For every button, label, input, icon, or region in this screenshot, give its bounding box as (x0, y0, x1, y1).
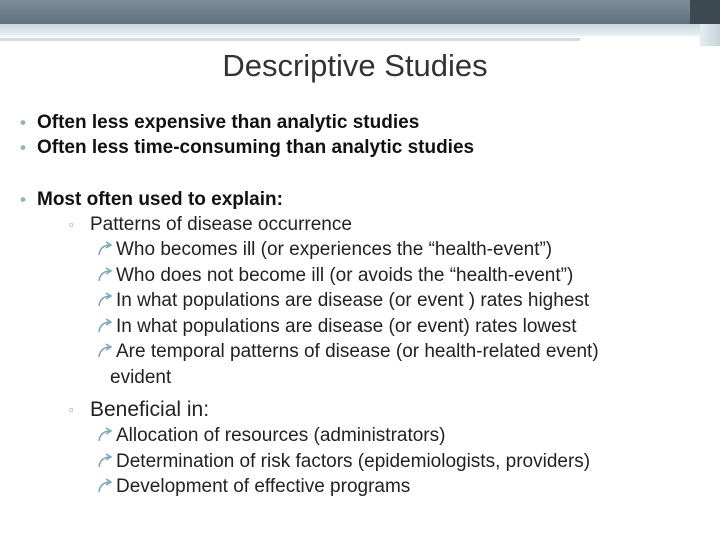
curved-arrow-icon (97, 342, 115, 360)
bullet-text: Often less time-consuming than analytic studies (37, 137, 475, 158)
curved-arrow-icon (97, 452, 115, 470)
arrow-item-text: Are temporal patterns of disease (or health-related event) (116, 341, 599, 362)
header-bar (0, 0, 720, 24)
bullet-item (20, 110, 710, 135)
bullet-icon: • (20, 190, 26, 209)
curved-arrow-icon (97, 291, 115, 309)
curved-arrow-icon (97, 266, 115, 284)
curved-arrow-icon (97, 240, 115, 258)
header-corner-strip (700, 24, 720, 46)
arrow-item (20, 449, 710, 475)
bullet-icon: • (20, 113, 26, 132)
arrow-item (20, 474, 710, 500)
arrow-item-text: Development of effective programs (116, 476, 411, 497)
arrow-item (20, 423, 710, 449)
header-stripe (0, 24, 720, 38)
arrow-item-text: In what populations are disease (or event ) rates highest (116, 290, 590, 311)
bullet-item (20, 187, 710, 212)
square-bullet-icon: ▫ (69, 217, 74, 232)
square-bullet-icon: ▫ (69, 402, 74, 417)
arrow-item-text-continued: evident (110, 366, 172, 388)
slide-title: Descriptive Studies (222, 48, 488, 83)
sub-bullet-text: Patterns of disease occurrence (90, 214, 352, 235)
bullet-text: Most often used to explain: (37, 189, 283, 210)
curved-arrow-icon (97, 317, 115, 335)
arrow-item (20, 237, 710, 263)
sub-bullet-item (20, 396, 710, 423)
arrow-item (20, 314, 710, 340)
arrow-item (20, 288, 710, 314)
bullet-item (20, 135, 710, 160)
sub-bullet-text: Beneficial in: (90, 398, 210, 421)
bullet-text: Often less expensive than analytic studies (37, 112, 420, 133)
header-divider (0, 38, 580, 41)
arrow-item-text: Allocation of resources (administrators) (116, 425, 446, 446)
bullet-icon: • (20, 138, 26, 157)
header-bar-accent (690, 0, 720, 24)
slide-body (20, 110, 710, 500)
arrow-item-text: In what populations are disease (or event) rates lowest (116, 315, 577, 337)
arrow-item (20, 339, 710, 390)
curved-arrow-icon (97, 477, 115, 495)
arrow-item-text: Determination of risk factors (epidemiologists, providers) (116, 450, 591, 472)
arrow-item-text: Who becomes ill (or experiences the “health-event”) (116, 239, 553, 260)
sub-bullet-item (20, 212, 710, 237)
arrow-item (20, 263, 710, 289)
curved-arrow-icon (97, 426, 115, 444)
arrow-item-text: Who does not become ill (or avoids the “health-event”) (116, 264, 574, 286)
